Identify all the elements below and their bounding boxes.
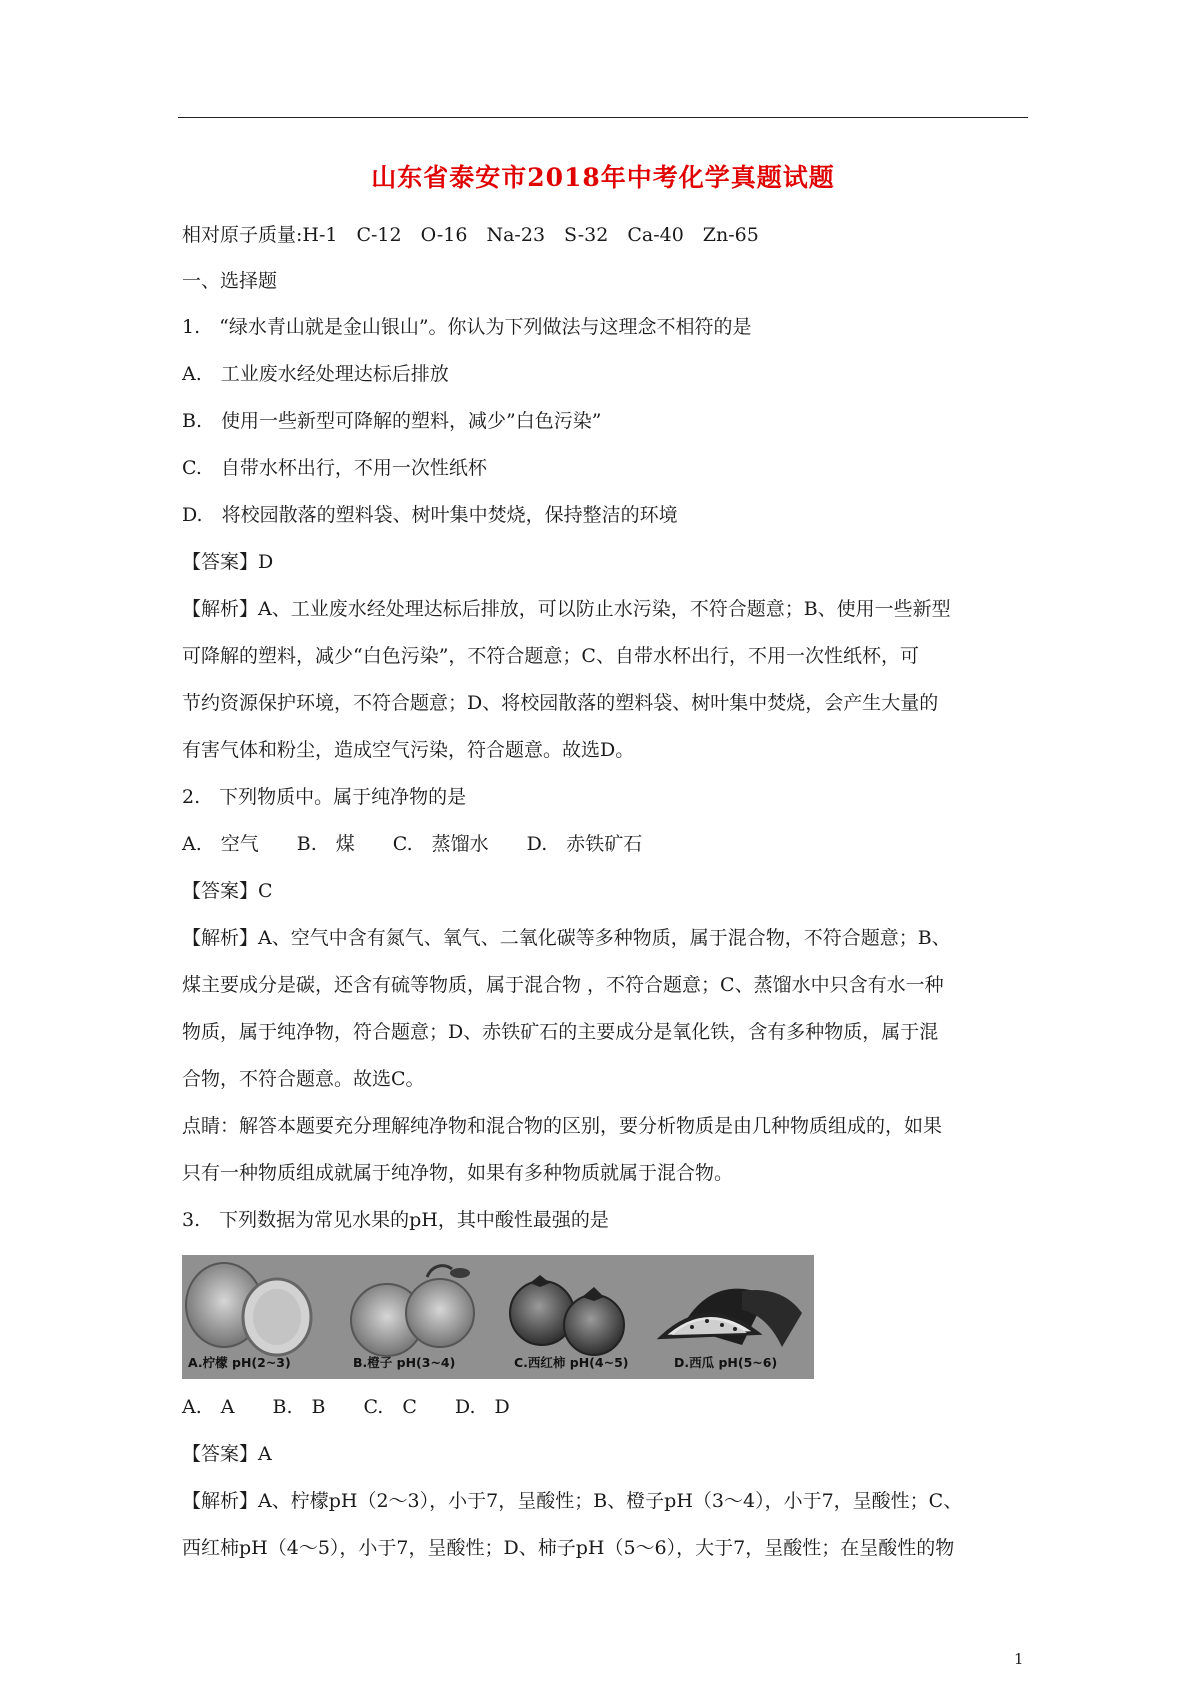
fig-caption-b: B.橙子 pH(3~4) <box>353 1355 456 1370</box>
q2-explanation-line: 【解析】A、空气中含有氮气、氧气、二氧化碳等多种物质，属于混合物，不符合题意；B、 <box>182 927 951 949</box>
q1-option-c: C. 自带水杯出行，不用一次性纸杯 <box>182 457 487 479</box>
q1-option-b: B. 使用一些新型可降解的塑料，减少”白色污染” <box>182 410 602 432</box>
q2-tip-line: 点睛：解答本题要充分理解纯净物和混合物的区别，要分析物质是由几种物质组成的，如果 <box>182 1115 943 1137</box>
section-heading: 一、选择题 <box>182 270 278 292</box>
q1-explanation-line: 可降解的塑料，减少“白色污染”，不符合题意；C、自带水杯出行，不用一次性纸杯，可 <box>182 645 919 667</box>
fig-caption-a: A.柠檬 pH(2~3) <box>188 1355 291 1370</box>
q3-explanation-line: 西红柿pH（4～5），小于7，呈酸性；D、柿子pH（5～6），大于7，呈酸性；在呈酸性的物 <box>182 1537 955 1559</box>
question-1: 1. “绿水青山就是金山银山”。你认为下列做法与这理念不相符的是 <box>182 316 752 338</box>
atomic-mass-line: 相对原子质量:H-1 C-12 O-16 Na-23 S-32 Ca-40 Zn-65 <box>182 224 759 246</box>
page-title: 山东省泰安市2018年中考化学真题试题 <box>371 163 835 192</box>
q2-explanation-line: 合物，不符合题意。故选C。 <box>182 1068 425 1090</box>
q1-explanation-line: 【解析】A、工业废水经处理达标后排放，可以防止水污染，不符合题意；B、使用一些新型 <box>182 598 951 620</box>
question-2: 2. 下列物质中。属于纯净物的是 <box>182 786 467 808</box>
q2-explanation-line: 煤主要成分是碳，还含有硫等物质，属于混合物 ，不符合题意；C、蒸馏水中只含有水一种 <box>182 974 944 996</box>
q1-answer: 【答案】D <box>182 551 274 573</box>
q2-options: A. 空气 B. 煤 C. 蒸馏水 D. 赤铁矿石 <box>182 833 643 855</box>
q1-option-d: D. 将校园散落的塑料袋、树叶集中焚烧，保持整洁的环境 <box>182 504 678 526</box>
q1-explanation-line: 有害气体和粉尘，造成空气污染，符合题意。故选D。 <box>182 739 635 761</box>
q1-explanation-line: 节约资源保护环境，不符合题意；D、将校园散落的塑料袋、树叶集中焚烧，会产生大量的 <box>182 692 939 714</box>
q3-options: A. A B. B C. C D. D <box>182 1396 510 1418</box>
q3-answer: 【答案】A <box>182 1443 272 1465</box>
q3-explanation-line: 【解析】A、柠檬pH（2～3），小于7，呈酸性；B、橙子pH（3～4），小于7，呈酸性；C、 <box>182 1490 963 1512</box>
q2-explanation-line: 物质，属于纯净物，符合题意；D、赤铁矿石的主要成分是氧化铁，含有多种物质，属于混 <box>182 1021 939 1043</box>
q2-tip-line: 只有一种物质组成就属于纯净物，如果有多种物质就属于混合物。 <box>182 1162 734 1184</box>
header-rule <box>178 117 1028 118</box>
q2-answer: 【答案】C <box>182 880 273 902</box>
fig-caption-d: D.西瓜 pH(5~6) <box>674 1355 778 1370</box>
page-number: 1 <box>1014 1650 1024 1668</box>
question-3: 3. 下列数据为常见水果的pH，其中酸性最强的是 <box>182 1209 609 1231</box>
q1-option-a: A. 工业废水经处理达标后排放 <box>182 363 449 385</box>
fig-caption-c: C.西红柿 pH(4~5) <box>514 1355 629 1370</box>
